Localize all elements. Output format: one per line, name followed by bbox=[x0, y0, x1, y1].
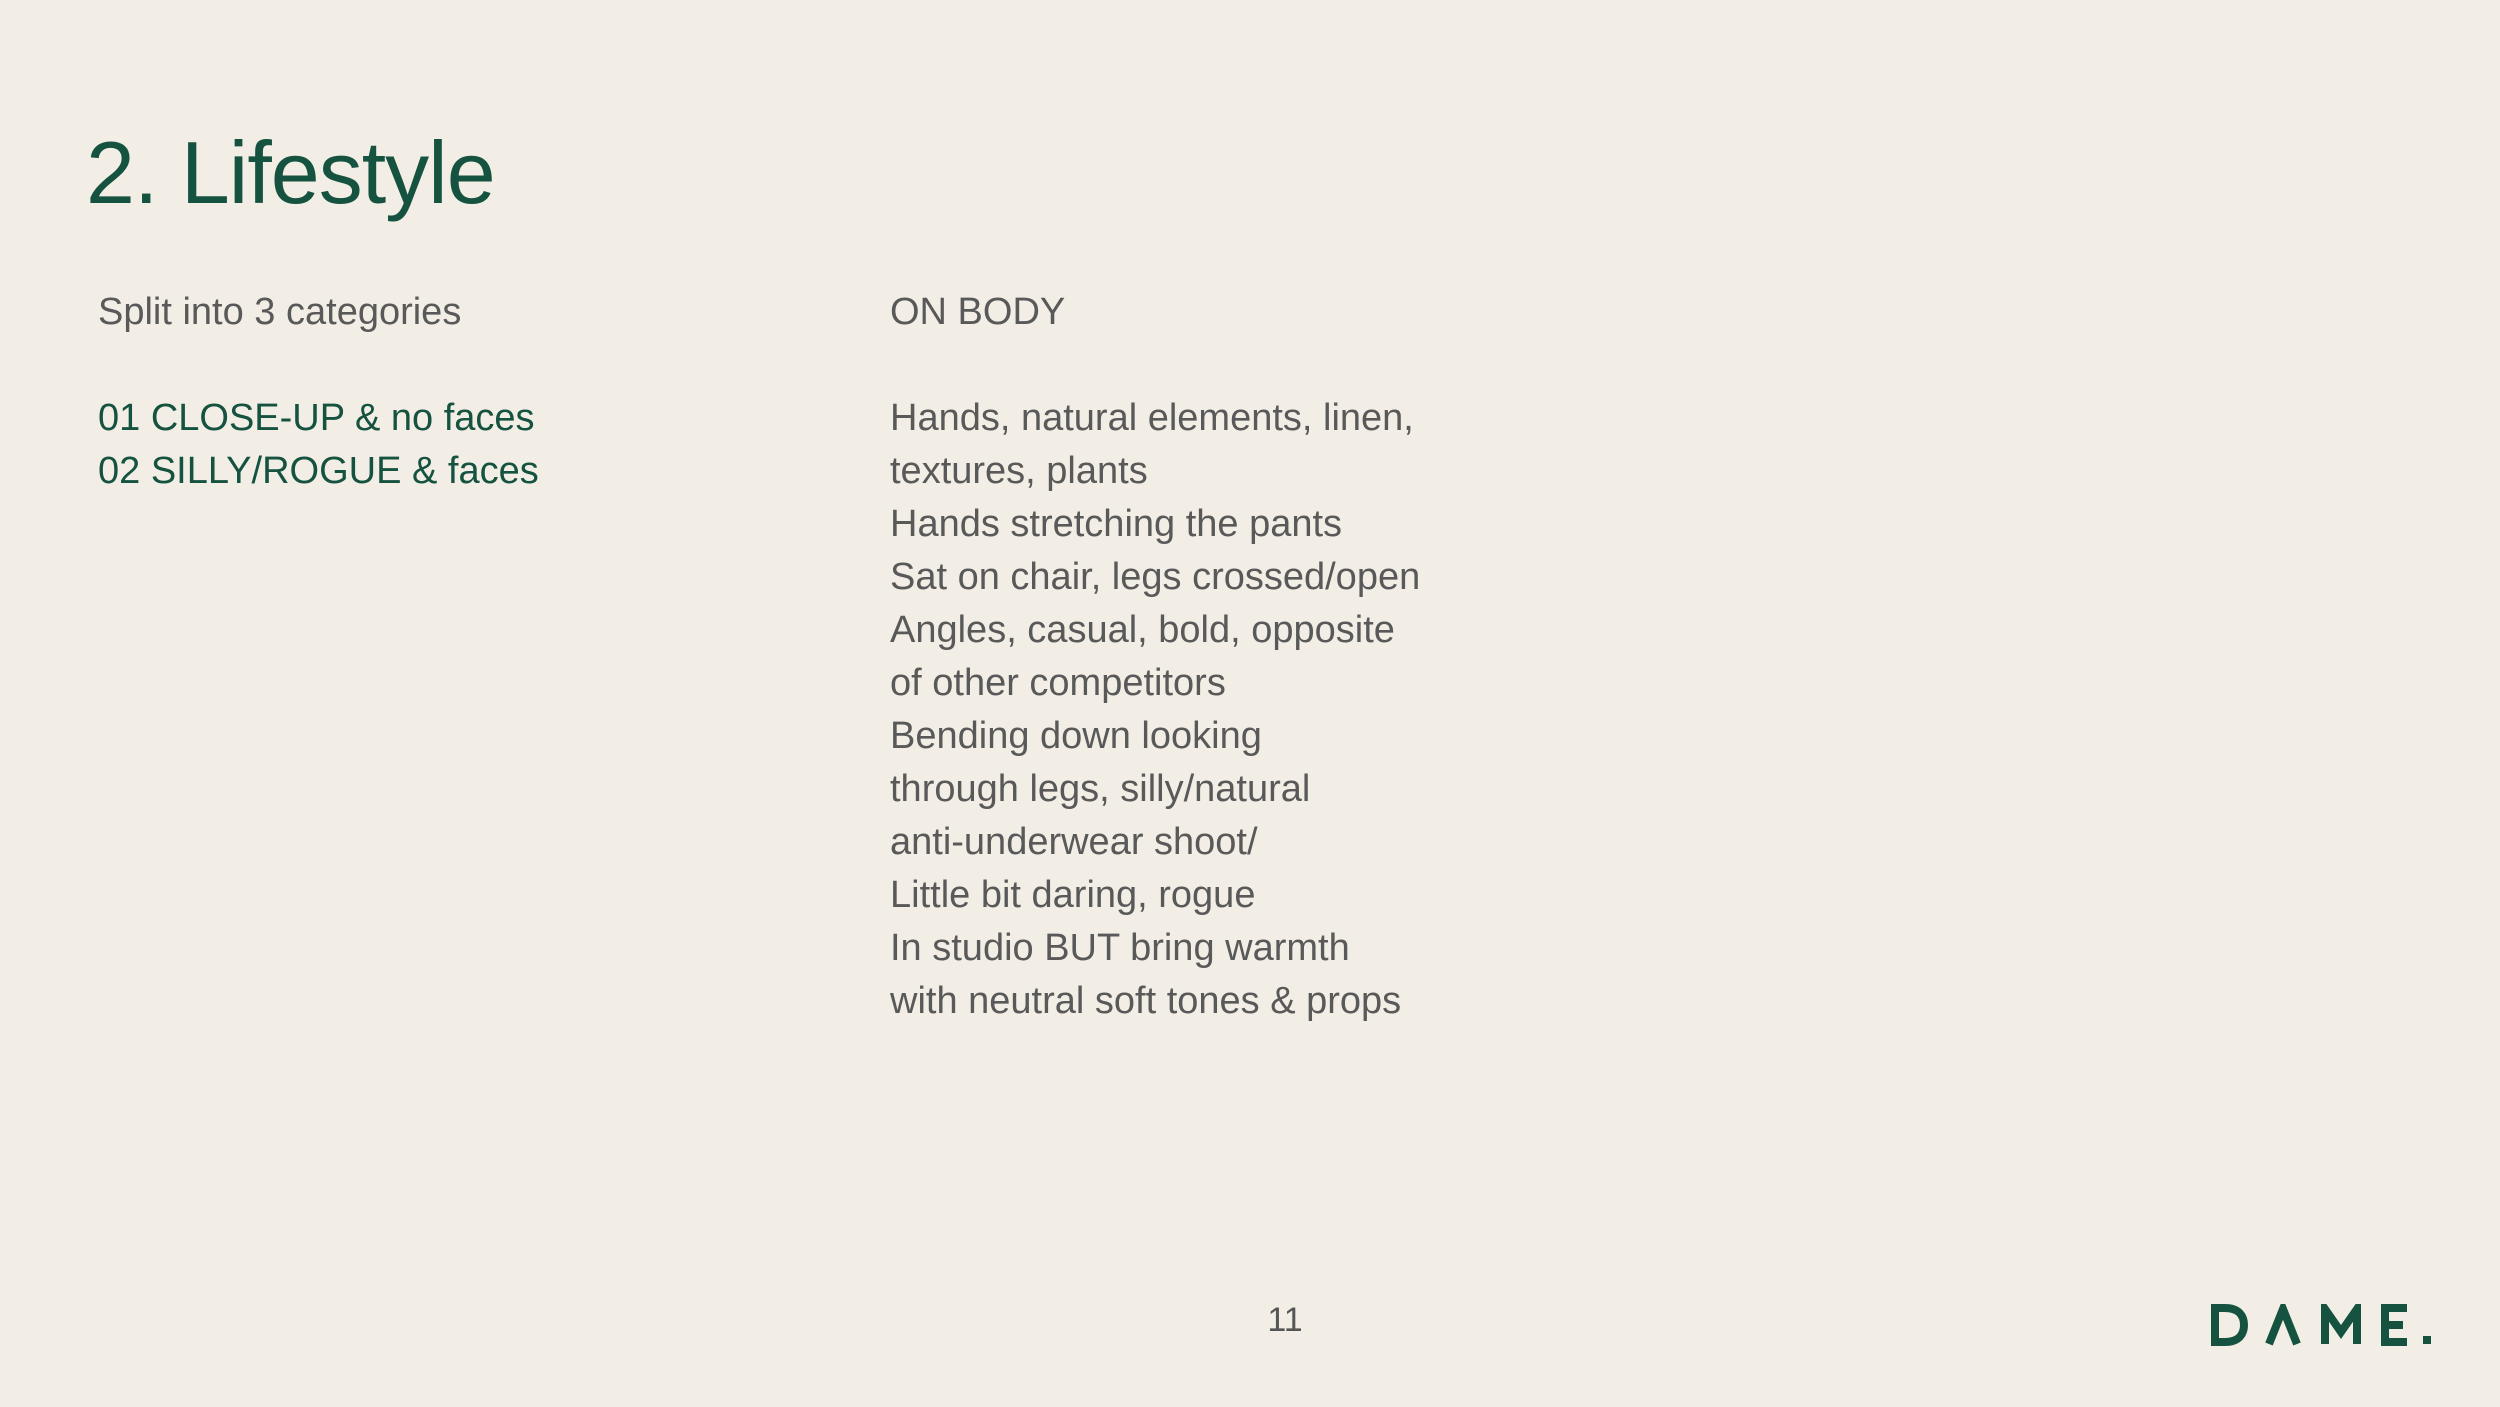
categories-list bbox=[98, 392, 818, 498]
list-item: of other competitors bbox=[890, 662, 1226, 704]
list-item: textures, plants bbox=[890, 450, 1148, 492]
category-item: 02 SILLY/ROGUE & faces bbox=[98, 450, 539, 492]
list-item: Sat on chair, legs crossed/open bbox=[890, 556, 1421, 598]
list-item: Angles, casual, bold, opposite bbox=[890, 609, 1395, 651]
list-item: Hands stretching the pants bbox=[890, 503, 1343, 545]
categories-column bbox=[98, 286, 818, 498]
list-item: Bending down looking bbox=[890, 715, 1262, 757]
dame-wordmark-logo bbox=[2211, 1304, 2436, 1346]
list-item: Hands, natural elements, linen, bbox=[890, 397, 1414, 439]
categories-heading: Split into 3 categories bbox=[98, 291, 462, 333]
on-body-list bbox=[890, 392, 1650, 1028]
on-body-column bbox=[890, 286, 1650, 1028]
page-number: 11 bbox=[1267, 1301, 1303, 1339]
list-item: Little bit daring, rogue bbox=[890, 874, 1256, 916]
list-item: through legs, silly/natural bbox=[890, 768, 1311, 810]
list-item: anti-underwear shoot/ bbox=[890, 821, 1258, 863]
list-item: with neutral soft tones & props bbox=[890, 980, 1402, 1022]
slide-title: 2. Lifestyle bbox=[86, 123, 495, 222]
list-item: In studio BUT bring warmth bbox=[890, 927, 1350, 969]
on-body-heading: ON BODY bbox=[890, 291, 1066, 333]
category-item: 01 CLOSE-UP & no faces bbox=[98, 397, 535, 439]
